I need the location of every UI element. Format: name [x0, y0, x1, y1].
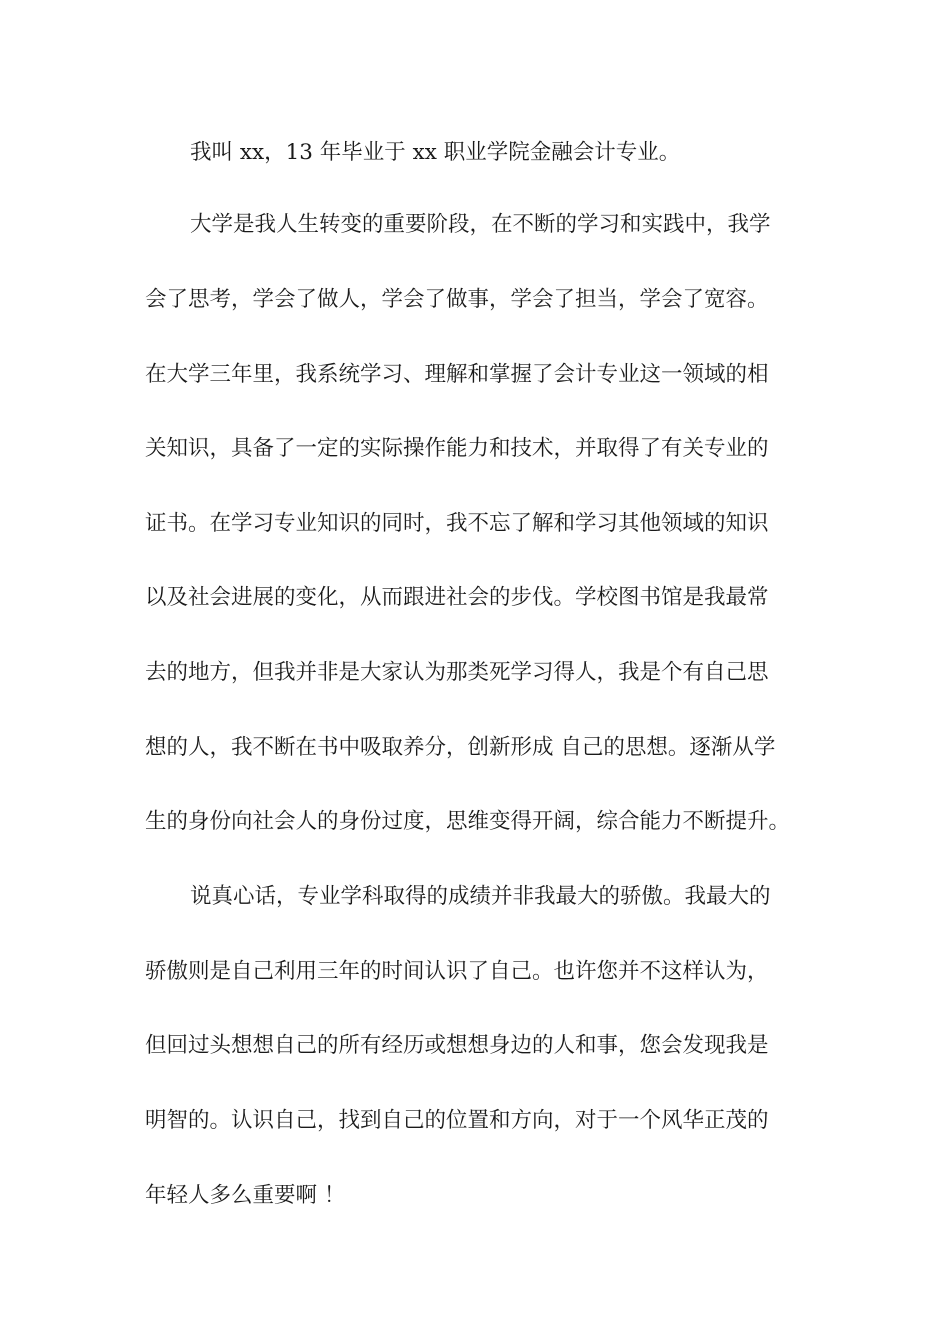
text-line: 想的人，我不断在书中吸取养分，创新形成 自己的思想。逐渐从学	[145, 735, 776, 760]
text-line: 证书。在学习专业知识的同时，我不忘了解和学习其他领域的知识	[145, 511, 769, 536]
text-line: 以及社会进展的变化，从而跟进社会的步伐。学校图书馆是我最常	[145, 585, 769, 610]
text-line: 大学是我人生转变的重要阶段，在不断的学习和实践中，我学	[190, 212, 771, 237]
text-line: 关知识，具备了一定的实际操作能力和技术，并取得了有关专业的	[145, 436, 769, 461]
text-line: 但回过头想想自己的所有经历或想想身边的人和事，您会发现我是	[145, 1033, 769, 1058]
text-line: 生的身份向社会人的身份过度，思维变得开阔，综合能力不断提升。	[145, 809, 791, 834]
text-line: 骄傲则是自己利用三年的时间认识了自己。也许您并不这样认为，	[145, 959, 769, 984]
text-line: 在大学三年里，我系统学习、理解和掌握了会计专业这一领域的相	[145, 362, 769, 387]
text-line: 我叫 xx，13 年毕业于 xx 职业学院金融会计专业。	[190, 140, 681, 165]
text-line: 明智的。认识自己，找到自己的位置和方向，对于一个风华正茂的	[145, 1108, 769, 1133]
text-line: 去的地方，但我并非是大家认为那类死学习得人，我是个有自己思	[145, 660, 769, 685]
text-line: 说真心话，专业学科取得的成绩并非我最大的骄傲。我最大的	[190, 884, 771, 909]
text-line: 年轻人多么重要啊 ！	[145, 1183, 346, 1208]
text-line: 会了思考，学会了做人，学会了做事，学会了担当，学会了宽容。	[145, 287, 769, 312]
